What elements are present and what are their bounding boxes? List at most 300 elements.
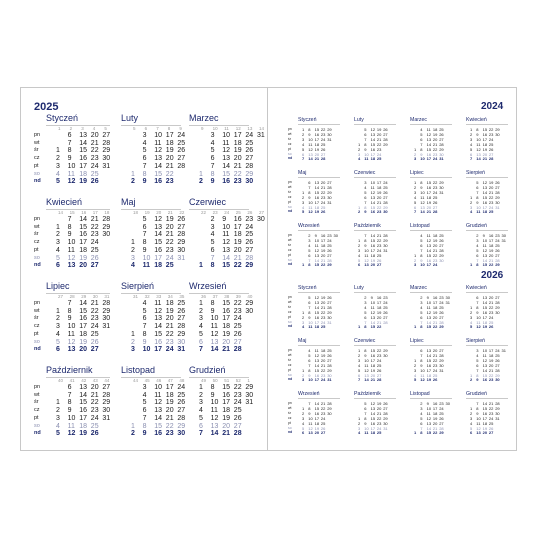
day-cell: 23 — [327, 233, 332, 238]
week-number: 49 — [201, 378, 207, 383]
day-cell: 2 — [414, 362, 417, 368]
day-cell: 4 — [142, 391, 147, 399]
day-cell: 16 — [79, 407, 87, 415]
day-cell: 17 — [376, 180, 382, 185]
day-cell: 7 — [302, 156, 305, 162]
day-cell: 3 — [470, 136, 473, 142]
day-cell: 6 — [308, 180, 311, 185]
week-number: 12 — [235, 126, 241, 131]
day-cell: 12 — [364, 257, 369, 263]
day-cell: 3 — [302, 319, 305, 325]
day-cell: 8 — [308, 127, 311, 132]
day-cell: 2 — [56, 231, 60, 239]
day-cell: 22 — [233, 262, 242, 270]
day-cell: 29 — [102, 399, 111, 407]
week-number: 31 — [133, 294, 139, 299]
week-number: 27 — [259, 210, 265, 215]
day-cell: 21 — [376, 319, 382, 325]
day-cell: 25 — [90, 422, 99, 430]
day-cell: 12 — [426, 415, 432, 421]
day-cell: 14 — [314, 304, 320, 310]
month-rule — [46, 377, 110, 378]
day-cell: 27 — [488, 151, 494, 157]
day-cell: 15 — [154, 330, 162, 338]
month-name: Styczeń — [298, 285, 317, 291]
day-cell: 2 — [420, 295, 423, 300]
day-cell: 24 — [439, 405, 444, 411]
day-cell: 15 — [314, 262, 320, 268]
day-cell: 18 — [370, 362, 376, 368]
day-cell: 3 — [302, 377, 305, 383]
day-cell: 14 — [420, 209, 425, 215]
weekday-label: pt — [288, 367, 291, 372]
day-cell: 10 — [482, 348, 488, 353]
weekday-label: pn — [34, 300, 41, 306]
day-cell: 25 — [90, 246, 99, 254]
day-cell: 16 — [79, 315, 87, 323]
day-cell: 21 — [376, 233, 382, 238]
day-cell: 4 — [56, 330, 60, 338]
day-cell: 4 — [199, 407, 203, 415]
day-cell: 4 — [56, 170, 60, 178]
day-cell: 10 — [364, 357, 369, 363]
month-name: Listopad — [121, 365, 156, 375]
weekday-label: pt — [288, 314, 291, 319]
month-rule — [46, 293, 110, 294]
day-cell: 10 — [154, 384, 162, 391]
day-cell: 29 — [327, 127, 332, 132]
day-cell: 22 — [488, 304, 494, 310]
day-cell: 24 — [245, 132, 254, 139]
day-cell: 3 — [470, 204, 473, 210]
day-cell: 3 — [414, 262, 417, 268]
day-cell: 13 — [482, 362, 488, 368]
day-cell: 14 — [314, 401, 320, 406]
day-cell: 18 — [79, 330, 87, 338]
day-cell: 11 — [314, 348, 319, 353]
day-cell: 1 — [56, 223, 60, 231]
day-cell: 22 — [432, 252, 438, 258]
weekday-label: pt — [34, 330, 39, 337]
day-cell: 25 — [90, 170, 99, 178]
week-number: 20 — [156, 210, 162, 215]
day-cell: 7 — [420, 425, 423, 431]
day-cell: 29 — [245, 384, 254, 391]
day-cell: 21 — [376, 410, 382, 416]
day-cell: 20 — [488, 295, 494, 300]
day-cell: 18 — [426, 194, 432, 200]
day-cell: 29 — [102, 147, 111, 155]
day-cell: 22 — [432, 180, 438, 185]
day-cell: 3 — [56, 162, 60, 170]
day-cell: 17 — [482, 136, 488, 142]
day-cell: 9 — [142, 178, 147, 186]
day-cell: 20 — [432, 420, 438, 426]
day-cell: 30 — [257, 216, 265, 223]
day-cell: 2 — [56, 407, 60, 415]
day-cell: 21 — [165, 162, 174, 170]
day-cell: 20 — [233, 246, 242, 254]
day-cell: 2 — [358, 352, 361, 358]
day-cell: 5 — [210, 147, 215, 155]
day-cell: 15 — [222, 170, 230, 178]
day-cell: 13 — [154, 223, 162, 231]
day-cell: 15 — [314, 309, 320, 315]
day-cell: 17 — [370, 425, 376, 431]
day-cell: 8 — [142, 422, 147, 430]
weekday-label: pn — [288, 401, 292, 405]
day-cell: 28 — [102, 300, 111, 307]
day-cell: 30 — [177, 246, 186, 254]
day-cell: 13 — [482, 252, 488, 258]
day-cell: 12 — [210, 414, 219, 422]
day-cell: 8 — [210, 384, 215, 391]
day-cell: 16 — [426, 184, 432, 190]
day-cell: 31 — [102, 162, 111, 170]
day-cell: 1 — [131, 170, 135, 178]
day-cell: 27 — [102, 132, 111, 139]
day-cell: 1 — [358, 348, 361, 353]
day-cell: 20 — [222, 422, 230, 430]
month-name: Listopad — [410, 223, 430, 229]
month-rule — [466, 398, 508, 399]
day-cell: 8 — [364, 141, 367, 147]
day-cell: 12 — [308, 425, 313, 431]
day-cell: 14 — [426, 352, 432, 358]
day-cell: 14 — [154, 162, 162, 170]
day-cell: 10 — [420, 156, 425, 162]
day-cell: 21 — [222, 346, 230, 354]
day-cell: 19 — [79, 430, 87, 438]
day-cell: 11 — [364, 156, 369, 162]
day-cell: 8 — [476, 405, 479, 411]
weekday-label: wt — [288, 237, 292, 242]
month-name: Grudzień — [189, 365, 226, 375]
day-cell: 31 — [245, 399, 254, 407]
day-cell: 20 — [79, 346, 87, 354]
day-cell: 19 — [426, 199, 432, 205]
day-cell: 9 — [420, 362, 423, 368]
day-cell: 22 — [488, 194, 494, 200]
day-cell: 3 — [131, 346, 135, 354]
day-cell: 18 — [482, 141, 488, 147]
day-cell: 10 — [308, 199, 313, 205]
day-cell: 12 — [154, 307, 162, 315]
day-cell: 1 — [358, 415, 361, 421]
day-cell: 7 — [210, 254, 215, 262]
day-cell: 21 — [432, 141, 438, 147]
week-number: 14 — [259, 126, 265, 131]
day-cell: 17 — [488, 348, 494, 353]
day-cell: 4 — [364, 304, 367, 310]
day-cell: 18 — [426, 372, 432, 378]
day-cell: 17 — [482, 415, 488, 421]
week-number: 8 — [167, 126, 171, 131]
day-cell: 23 — [488, 377, 494, 383]
day-cell: 7 — [142, 414, 147, 422]
day-cell: 30 — [245, 178, 254, 186]
day-cell: 11 — [476, 319, 481, 325]
day-cell: 10 — [142, 346, 151, 354]
day-cell: 13 — [67, 262, 76, 270]
day-cell: 23 — [432, 362, 438, 368]
day-cell: 13 — [308, 430, 313, 436]
week-number: 31 — [104, 294, 110, 299]
day-cell: 1 — [470, 262, 473, 268]
day-cell: 20 — [482, 151, 488, 157]
day-cell: 29 — [245, 170, 254, 178]
day-cell: 6 — [476, 295, 479, 300]
weekday-label: pt — [34, 246, 39, 253]
day-cell: 5 — [476, 357, 479, 363]
day-cell: 28 — [102, 139, 111, 147]
day-cell: 12 — [482, 247, 488, 253]
day-cell: 26 — [383, 401, 388, 406]
day-cell: 9 — [210, 391, 215, 399]
day-cell: 24 — [177, 132, 186, 139]
month-name: Czerwiec — [189, 197, 227, 207]
day-cell: 2 — [420, 401, 423, 406]
day-cell: 7 — [476, 367, 479, 373]
day-cell: 11 — [67, 170, 75, 178]
day-cell: 3 — [308, 237, 311, 243]
day-cell: 6 — [308, 299, 311, 305]
day-cell: 7 — [476, 299, 479, 305]
day-cell: 15 — [370, 141, 376, 147]
day-cell: 13 — [420, 204, 425, 210]
weekday-label: cz — [288, 309, 292, 314]
day-cell: 11 — [426, 410, 431, 416]
day-cell: 16 — [482, 309, 488, 315]
week-number: 14 — [58, 210, 64, 215]
day-cell: 19 — [165, 147, 174, 155]
day-cell: 13 — [370, 131, 376, 137]
week-number: 4 — [92, 126, 96, 131]
day-cell: 10 — [370, 180, 376, 185]
day-cell: 23 — [376, 209, 382, 215]
day-cell: 29 — [383, 415, 388, 421]
day-cell: 1 — [358, 324, 361, 330]
day-cell: 1 — [302, 309, 305, 315]
day-cell: 4 — [56, 246, 60, 254]
day-cell: 18 — [154, 262, 162, 270]
day-cell: 15 — [482, 262, 488, 268]
weekday-label: śr — [288, 304, 291, 309]
day-cell: 1 — [56, 307, 60, 315]
day-cell: 23 — [165, 178, 174, 186]
day-cell: 12 — [314, 352, 320, 358]
day-cell: 13 — [370, 194, 376, 200]
day-cell: 22 — [320, 262, 326, 268]
day-cell: 6 — [364, 131, 367, 137]
month-name: Kwiecień — [46, 197, 83, 207]
month-name: Luty — [354, 117, 364, 123]
day-cell: 9 — [426, 401, 429, 406]
day-cell: 31 — [177, 254, 186, 262]
day-cell: 24 — [165, 254, 174, 262]
day-cell: 19 — [426, 377, 432, 383]
day-cell: 13 — [79, 132, 87, 139]
day-cell: 7 — [420, 319, 423, 325]
month-name: Czerwiec — [354, 170, 376, 176]
day-cell: 4 — [131, 262, 135, 270]
day-cell: 25 — [439, 127, 444, 132]
day-cell: 29 — [383, 141, 388, 147]
day-cell: 15 — [426, 430, 432, 436]
day-cell: 21 — [320, 401, 326, 406]
day-cell: 17 — [222, 399, 230, 407]
year-label-2024: 2024 — [481, 101, 504, 112]
day-cell: 3 — [414, 367, 417, 373]
day-cell: 28 — [383, 233, 388, 238]
day-cell: 16 — [432, 295, 438, 300]
day-cell: 9 — [67, 407, 72, 415]
day-cell: 30 — [383, 209, 388, 215]
day-cell: 11 — [142, 262, 150, 270]
day-cell: 28 — [432, 209, 438, 215]
day-cell: 2 — [364, 295, 367, 300]
day-cell: 26 — [376, 257, 382, 263]
day-cell: 4 — [358, 252, 361, 258]
day-cell: 6 — [56, 346, 60, 354]
day-cell: 18 — [376, 304, 382, 310]
month-rule — [298, 124, 340, 125]
day-cell: 24 — [376, 247, 382, 253]
day-cell: 15 — [482, 127, 488, 132]
day-cell: 17 — [432, 299, 438, 305]
day-cell: 6 — [358, 262, 361, 268]
day-cell: 14 — [79, 300, 87, 307]
day-cell: 20 — [320, 180, 326, 185]
week-number: 29 — [81, 294, 87, 299]
day-cell: 14 — [370, 319, 376, 325]
day-cell: 13 — [482, 295, 488, 300]
day-cell: 18 — [79, 246, 87, 254]
day-cell: 2 — [358, 209, 361, 215]
day-cell: 3 — [142, 384, 147, 391]
day-cell: 14 — [308, 156, 313, 162]
day-cell: 17 — [79, 414, 87, 422]
day-cell: 8 — [142, 239, 147, 247]
day-cell: 26 — [90, 178, 99, 186]
day-cell: 27 — [439, 136, 444, 142]
day-cell: 26 — [327, 247, 332, 253]
day-cell: 1 — [358, 141, 361, 147]
day-cell: 9 — [370, 295, 373, 300]
month-rule — [354, 398, 396, 399]
day-cell: 14 — [370, 410, 376, 416]
day-cell: 8 — [308, 189, 311, 195]
day-cell: 6 — [210, 246, 215, 254]
weekday-label: śr — [34, 231, 39, 238]
day-cell: 16 — [320, 233, 326, 238]
day-cell: 12 — [476, 425, 481, 431]
month-name: Grudzień — [466, 223, 488, 229]
day-cell: 1 — [470, 372, 473, 378]
day-cell: 19 — [222, 414, 230, 422]
day-cell: 17 — [165, 132, 174, 139]
day-cell: 31 — [383, 425, 388, 431]
day-cell: 18 — [320, 242, 326, 248]
day-cell: 7 — [420, 141, 423, 147]
day-cell: 8 — [67, 399, 72, 407]
day-cell: 8 — [420, 146, 423, 152]
week-number: 18 — [133, 210, 139, 215]
week-number: 9 — [179, 126, 182, 131]
day-cell: 25 — [383, 184, 388, 190]
day-cell: 29 — [383, 237, 388, 243]
weekday-label: wt — [34, 223, 40, 230]
day-cell: 28 — [383, 410, 388, 416]
week-number: 6 — [144, 126, 148, 131]
month-rule — [354, 124, 396, 125]
day-cell: 9 — [308, 194, 311, 200]
day-cell: 2 — [210, 216, 215, 223]
day-cell: 19 — [432, 309, 438, 315]
day-cell: 15 — [154, 239, 162, 247]
day-cell: 10 — [364, 247, 369, 253]
day-cell: 12 — [426, 309, 432, 315]
day-cell: 21 — [376, 199, 382, 205]
day-cell: 9 — [308, 410, 311, 416]
weekday-label: pt — [34, 414, 39, 421]
day-cell: 4 — [302, 204, 305, 210]
day-cell: 27 — [439, 348, 444, 353]
week-number: 16 — [81, 210, 87, 215]
day-cell: 30 — [333, 233, 338, 238]
day-cell: 22 — [376, 324, 382, 330]
day-cell: 6 — [470, 430, 473, 436]
day-cell: 19 — [233, 147, 242, 155]
day-cell: 26 — [90, 430, 99, 438]
day-cell: 5 — [364, 401, 367, 406]
day-cell: 11 — [308, 141, 313, 147]
day-cell: 1 — [199, 300, 203, 307]
weekday-label: nd — [288, 209, 293, 214]
day-cell: 5 — [56, 430, 60, 438]
day-cell: 19 — [314, 209, 320, 215]
day-cell: 26 — [495, 247, 500, 253]
day-cell: 24 — [432, 262, 438, 268]
day-cell: 29 — [177, 330, 186, 338]
day-cell: 27 — [102, 384, 111, 391]
day-cell: 27 — [495, 184, 500, 190]
day-cell: 9 — [222, 216, 227, 223]
day-cell: 22 — [320, 189, 326, 195]
day-cell: 24 — [233, 399, 242, 407]
day-cell: 22 — [320, 405, 326, 411]
day-cell: 6 — [142, 155, 147, 163]
week-number: 10 — [212, 126, 218, 131]
week-number: 1 — [247, 378, 250, 383]
day-cell: 20 — [482, 430, 488, 436]
day-cell: 14 — [482, 401, 488, 406]
day-cell: 25 — [432, 194, 438, 200]
day-cell: 15 — [426, 252, 432, 258]
day-cell: 7 — [308, 362, 311, 368]
day-cell: 27 — [495, 362, 500, 368]
day-cell: 7 — [476, 257, 479, 263]
day-cell: 13 — [370, 405, 376, 411]
day-cell: 18 — [432, 410, 438, 416]
day-cell: 12 — [370, 309, 376, 315]
day-cell: 27 — [245, 155, 254, 163]
day-cell: 9 — [364, 242, 367, 248]
day-cell: 21 — [432, 247, 438, 253]
weekday-label: cz — [288, 362, 292, 367]
day-cell: 7 — [364, 199, 367, 205]
day-cell: 25 — [320, 204, 326, 210]
